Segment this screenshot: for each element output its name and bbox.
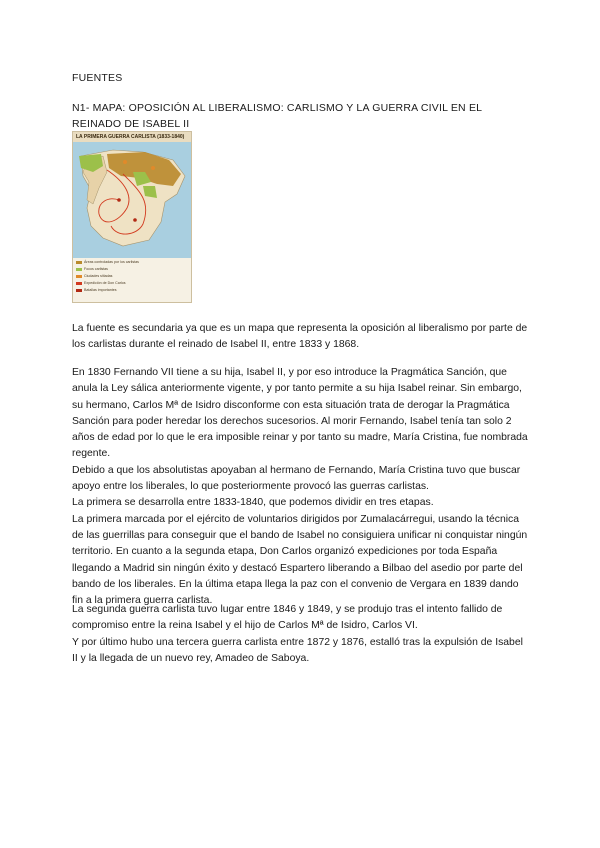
battle-marker: [117, 198, 121, 202]
besieged-city-marker: [123, 160, 127, 164]
carlist-war-map: [72, 131, 192, 303]
paragraph-text: Debido a que los absolutistas apoyaban al hermano de Fernando, María Cristina tuvo que buscar apoyo entre los liberales, lo que posteriormente provocó las guerras carlistas.: [72, 464, 521, 493]
paragraph-text: En 1830 Fernando VII tiene a su hija, Isabel II, y por eso introduce la Pragmática Sanción, que anula la Ley sálica anteriormente vigente, y por tanto permite a su hija Isabel reinar. Sin embargo, su hermano, Carlos Mª de Isidro disconforme con esta situación trata de derogar la Pragmática Sanción para poder heredar los derechos sucesorios. Al morir Fernando, Isabel tenía tan solo 2 años de edad por lo que le era imposible reinar y por tanto su madre, María Cristina, fue nombrada regente.: [72, 367, 528, 460]
besieged-city-marker: [151, 166, 155, 170]
legend-label: Áreas controladas por los carlistas: [84, 260, 139, 264]
legend-swatch: [76, 275, 82, 278]
map-legend: [73, 258, 191, 302]
paragraph-later-wars: [72, 602, 530, 667]
paragraph-text: La fuente es secundaria ya que es un mapa que representa la oposición al liberalismo por parte de los carlistas durante el reinado de Isabel II, entre 1833 y 1868.: [72, 323, 528, 351]
legend-item: [76, 288, 117, 293]
legend-item: [76, 281, 126, 286]
paragraph-text: Y por último hubo una tercera guerra carlista entre 1872 y 1876, estalló tras la expulsión de Isabel II y la llegada de un nuevo rey, Amadeo de Saboya.: [72, 636, 523, 664]
legend-label: Focos carlistas: [84, 267, 108, 271]
paragraph-source-type: [72, 321, 530, 354]
paragraph-text: La primera se desarrolla entre 1833-1840, que podemos dividir en tres etapas.: [72, 497, 434, 509]
sources-heading: FUENTES: [72, 72, 123, 84]
legend-item: [76, 260, 139, 265]
legend-label: Ciudades sitiadas: [84, 274, 113, 278]
legend-swatch: [76, 282, 82, 285]
legend-item: [76, 274, 112, 279]
legend-swatch: [76, 261, 82, 264]
paragraph-text: La primera marcada por el ejército de voluntarios dirigidos por Zumalacárregui, usando la técnica de las guerrillas para conseguir que el bando de Isabel no consiguiera unificar ni conquistar ningún territorio. En cuanto a la segunda etapa, Don Carlos organizó expediciones por toda España llegando a Madrid sin ningún éxito y destacó Espartero liberando a Bilbao del asedio por parte del bando de los liberales. En la última etapa llega la paz con el convenio de Vergara en 1839 dando fin a la primera guerra carlista.: [72, 513, 528, 607]
legend-label: Batallas importantes: [84, 288, 117, 292]
section-title: N1- MAPA: OPOSICIÓN AL LIBERALISMO: CARLISMO Y LA GUERRA CIVIL EN EL REINADO DE ISABEL II: [72, 102, 482, 130]
map-drawing: [73, 142, 191, 258]
legend-swatch: [76, 268, 82, 271]
paragraph-history: [72, 365, 530, 609]
battle-marker: [133, 218, 137, 222]
map-title: LA PRIMERA GUERRA CARLISTA (1833-1840): [73, 132, 191, 142]
legend-item: [76, 267, 108, 272]
paragraph-text: La segunda guerra carlista tuvo lugar entre 1846 y 1849, y se produjo tras el intento fallido de compromiso entre la reina Isabel y el hijo de Carlos Mª de Isidro, Carlos VI.: [72, 604, 503, 632]
legend-swatch: [76, 289, 82, 292]
legend-label: Expedición de Don Carlos: [84, 281, 126, 285]
